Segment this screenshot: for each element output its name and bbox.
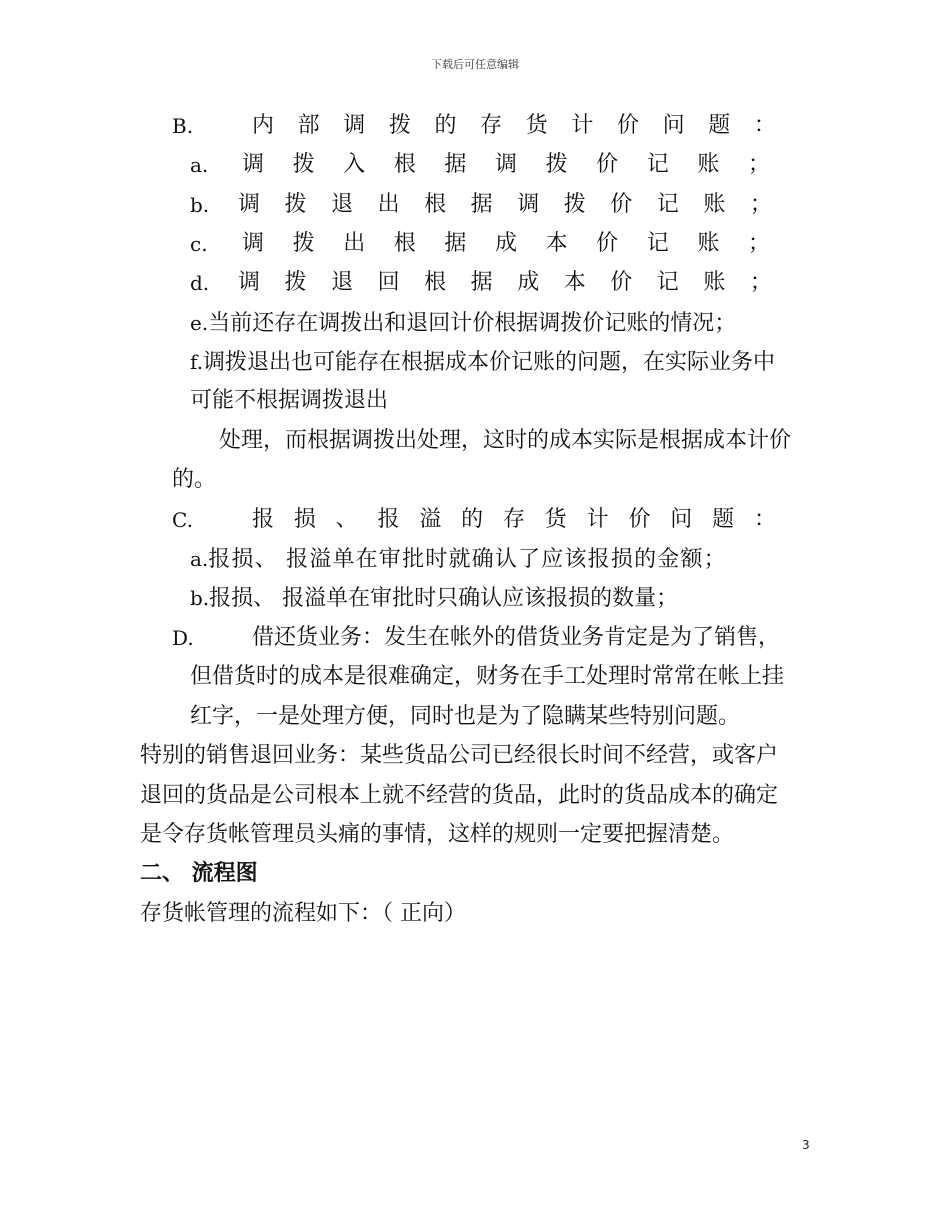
b-item-f: f.调拨退出也可能存在根据成本价记账的问题，在实际业务中 bbox=[190, 350, 776, 375]
spread-char: 据 bbox=[470, 270, 493, 295]
spread-char: 账 bbox=[697, 152, 720, 177]
spread-char: 拨 bbox=[284, 192, 307, 217]
spread-char: ； bbox=[747, 152, 770, 177]
b-item-f-line2: 可能不根据调拨退出 bbox=[190, 388, 389, 413]
b-item-c-marker: c. bbox=[190, 232, 208, 256]
c-item-b: b.报损、 报溢单在审批时只确认应该报损的数量； bbox=[190, 586, 679, 611]
c-item-a: a.报损、 报溢单在审批时就确认了应该报损的金额； bbox=[190, 547, 727, 572]
spread-char: ； bbox=[747, 231, 770, 256]
special-line1: 特别的销售退回业务：某些货品公司已经很长时间不经营，或客户 bbox=[140, 743, 779, 768]
b-item-b-text bbox=[238, 190, 772, 220]
b-item-c-text bbox=[242, 229, 770, 259]
spread-char: 调 bbox=[238, 270, 261, 295]
spread-char: 、 bbox=[335, 507, 358, 532]
spread-char: 记 bbox=[656, 192, 679, 217]
spread-char: 价 bbox=[617, 113, 640, 138]
spread-char: 题 bbox=[708, 113, 731, 138]
special-line2: 退回的货品是公司根本上就不经营的货品，此时的货品成本的确定 bbox=[140, 783, 779, 808]
spread-char: 记 bbox=[646, 231, 669, 256]
spread-char: 货 bbox=[525, 113, 548, 138]
spread-char: 计 bbox=[571, 113, 594, 138]
spread-char: 调 bbox=[494, 152, 517, 177]
spread-char: 调 bbox=[517, 192, 540, 217]
b-item-d-text bbox=[238, 268, 772, 298]
spread-char: 成 bbox=[517, 270, 540, 295]
spread-char: 问 bbox=[662, 113, 685, 138]
spread-char: ： bbox=[753, 507, 776, 532]
spread-char: 存 bbox=[480, 113, 503, 138]
spread-char: 的 bbox=[461, 507, 484, 532]
spread-char: 调 bbox=[238, 192, 261, 217]
spread-char: 账 bbox=[703, 270, 726, 295]
spread-char: 调 bbox=[242, 152, 265, 177]
section-d-marker: D. bbox=[172, 626, 194, 650]
spread-char: 货 bbox=[544, 507, 567, 532]
b-item-a-text bbox=[242, 150, 770, 180]
section-c-marker: C. bbox=[172, 508, 193, 532]
b-item-b-marker: b. bbox=[190, 193, 210, 217]
section-d-line1: 借还货业务：发生在帐外的借货业务肯定是为了销售， bbox=[252, 625, 781, 650]
spread-char: 价 bbox=[610, 192, 633, 217]
spread-char: 出 bbox=[343, 231, 366, 256]
spread-char: 拨 bbox=[545, 152, 568, 177]
spread-char: 出 bbox=[377, 192, 400, 217]
section-b-marker: B. bbox=[172, 114, 194, 138]
spread-char: 价 bbox=[628, 507, 651, 532]
b-item-a-marker: a. bbox=[190, 153, 209, 177]
section-d-line2: 但借货时的成本是很难确定，财务在手工处理时常常在帐上挂 bbox=[190, 664, 785, 689]
spread-char: 据 bbox=[470, 192, 493, 217]
spread-char: 根 bbox=[393, 152, 416, 177]
section-c-title-text bbox=[252, 505, 776, 535]
flow-intro: 存货帐管理的流程如下：（ 正向） bbox=[140, 901, 466, 926]
spread-char: 价 bbox=[596, 231, 619, 256]
spread-char: 退 bbox=[331, 192, 354, 217]
spread-char: 拨 bbox=[563, 192, 586, 217]
special-line3: 是令存货帐管理员头痛的事情，这样的规则一定要把握清楚。 bbox=[140, 822, 735, 847]
spread-char: ； bbox=[749, 192, 772, 217]
spread-char: 损 bbox=[293, 507, 316, 532]
spread-char: 根 bbox=[393, 231, 416, 256]
spread-char: 内 bbox=[252, 113, 275, 138]
spread-char: 价 bbox=[610, 270, 633, 295]
spread-char: ； bbox=[749, 270, 772, 295]
spread-char: 退 bbox=[331, 270, 354, 295]
spread-char: 拨 bbox=[284, 270, 307, 295]
spread-char: 回 bbox=[377, 270, 400, 295]
section-b-title bbox=[172, 111, 193, 142]
b-item-e: e.当前还存在调拨出和退回计价根据调拨价记账的情况； bbox=[190, 311, 737, 336]
spread-char: 本 bbox=[563, 270, 586, 295]
spread-char: 入 bbox=[343, 152, 366, 177]
spread-char: 题 bbox=[712, 507, 735, 532]
spread-char: 报 bbox=[252, 507, 275, 532]
spread-char: 部 bbox=[297, 113, 320, 138]
section-b-title-text bbox=[252, 111, 776, 141]
spread-char: 调 bbox=[343, 113, 366, 138]
b-item-f-line4: 的。 bbox=[172, 467, 217, 492]
spread-char: 计 bbox=[586, 507, 609, 532]
section-d-line3: 红字，一是处理方便，同时也是为了隐瞒某些特别问题。 bbox=[190, 704, 741, 729]
spread-char: 记 bbox=[646, 152, 669, 177]
page-header: 下载后可任意编辑 bbox=[431, 58, 519, 71]
spread-char: 拨 bbox=[292, 152, 315, 177]
spread-char: 调 bbox=[242, 231, 265, 256]
spread-char: 账 bbox=[697, 231, 720, 256]
spread-char: 拨 bbox=[388, 113, 411, 138]
spread-char: 拨 bbox=[292, 231, 315, 256]
spread-char: 据 bbox=[444, 152, 467, 177]
spread-char: 根 bbox=[424, 270, 447, 295]
spread-char: 溢 bbox=[419, 507, 442, 532]
page-number: 3 bbox=[802, 1138, 810, 1152]
spread-char: 存 bbox=[502, 507, 525, 532]
spread-char: 成 bbox=[494, 231, 517, 256]
b-item-d-marker: d. bbox=[190, 271, 210, 295]
b-item-f-line3: 处理，而根据调拨出处理，这时的成本实际是根据成本计价 bbox=[219, 428, 792, 453]
spread-char: 问 bbox=[670, 507, 693, 532]
spread-char: 价 bbox=[596, 152, 619, 177]
spread-char: 报 bbox=[377, 507, 400, 532]
spread-char: 本 bbox=[545, 231, 568, 256]
spread-char: 记 bbox=[656, 270, 679, 295]
spread-char: 账 bbox=[703, 192, 726, 217]
spread-char: 据 bbox=[444, 231, 467, 256]
spread-char: 根 bbox=[424, 192, 447, 217]
spread-char: 的 bbox=[434, 113, 457, 138]
spread-char: ： bbox=[753, 113, 776, 138]
section-heading-flowchart: 二、 流程图 bbox=[140, 861, 258, 886]
